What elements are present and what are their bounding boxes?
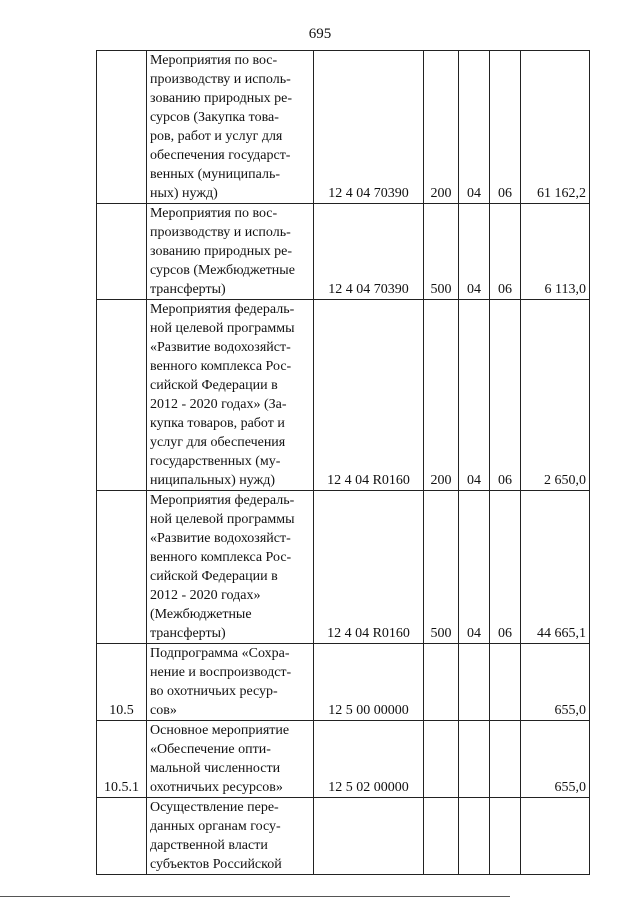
- row-name-line: ниципальных) нужд): [150, 473, 275, 488]
- row-number-cell: [97, 51, 147, 204]
- table-row: [97, 721, 590, 798]
- row-number-cell: [97, 798, 147, 875]
- row-expense-type-cell: 500: [424, 491, 459, 644]
- row-name-line: трансферты): [150, 282, 226, 297]
- row-sum-cell: 44 665,1: [521, 491, 590, 644]
- row-name-line: сурсов (Межбюджетные: [150, 263, 295, 278]
- row-subsection-cell: [490, 721, 521, 798]
- table-row: [97, 798, 590, 875]
- row-sum-cell: 6 113,0: [521, 204, 590, 300]
- row-name-line: нение и воспроизводст-: [150, 665, 292, 680]
- row-name-line: Подпрограмма «Сохра-: [150, 646, 290, 661]
- row-name-line: сурсов (Закупка това-: [150, 110, 279, 125]
- row-name-line: услуг для обеспечения: [150, 435, 286, 450]
- row-sum-cell: 655,0: [521, 644, 590, 721]
- row-name-cell: [147, 300, 314, 491]
- row-name-line: «Обеспечение опти-: [150, 742, 271, 757]
- row-name-line: дарственной власти: [150, 838, 268, 853]
- row-name-line: данных органам госу-: [150, 819, 281, 834]
- row-name-cell: [147, 204, 314, 300]
- row-section-cell: [459, 644, 490, 721]
- table-row: [97, 204, 590, 300]
- row-name-line: ной целевой программы: [150, 321, 295, 336]
- row-name-line: трансферты): [150, 626, 226, 641]
- row-subsection-cell: [490, 798, 521, 875]
- row-name-line: охотничьих ресурсов»: [150, 780, 283, 795]
- row-name-line: «Развитие водохозяйст-: [150, 340, 291, 355]
- table-row: [97, 51, 590, 204]
- row-expense-type-cell: 500: [424, 204, 459, 300]
- row-name-line: 2012 - 2020 годах» (За-: [150, 397, 287, 412]
- row-number-cell: [97, 491, 147, 644]
- row-section-cell: 04: [459, 204, 490, 300]
- row-code-cell: 12 5 00 00000: [314, 644, 424, 721]
- row-section-cell: 04: [459, 51, 490, 204]
- row-sum-cell: 61 162,2: [521, 51, 590, 204]
- row-code-cell: 12 4 04 70390: [314, 204, 424, 300]
- row-name-line: Мероприятия по вос-: [150, 53, 278, 68]
- row-expense-type-cell: [424, 721, 459, 798]
- row-name-line: ных) нужд): [150, 186, 218, 201]
- row-name-line: производству и исполь-: [150, 72, 291, 87]
- row-sum-cell: 2 650,0: [521, 300, 590, 491]
- row-code-cell: 12 4 04 R0160: [314, 491, 424, 644]
- row-name-line: государственных (му-: [150, 454, 281, 469]
- row-code-cell: 12 5 02 00000: [314, 721, 424, 798]
- row-expense-type-cell: 200: [424, 51, 459, 204]
- row-name-line: ров, работ и услуг для: [150, 129, 283, 144]
- row-sum-cell: 655,0: [521, 721, 590, 798]
- row-section-cell: 04: [459, 491, 490, 644]
- row-name-line: Осуществление пере-: [150, 800, 279, 815]
- row-code-cell: 12 4 04 R0160: [314, 300, 424, 491]
- row-name-line: венного комплекса Рос-: [150, 359, 292, 374]
- row-name-line: купка товаров, работ и: [150, 416, 285, 431]
- row-section-cell: 04: [459, 300, 490, 491]
- row-expense-type-cell: 200: [424, 300, 459, 491]
- row-name-line: во охотничьих ресур-: [150, 684, 278, 699]
- row-name-line: производству и исполь-: [150, 225, 291, 240]
- row-name-line: субъектов Российской: [150, 857, 282, 872]
- table-row: [97, 491, 590, 644]
- row-name-line: сийской Федерации в: [150, 569, 278, 584]
- row-name-line: Основное мероприятие: [150, 723, 290, 738]
- row-number-cell: 10.5: [97, 644, 147, 721]
- row-name-line: Мероприятия федераль-: [150, 493, 295, 508]
- row-name-line: мальной численности: [150, 761, 281, 776]
- row-number-cell: [97, 300, 147, 491]
- row-number-cell: 10.5.1: [97, 721, 147, 798]
- row-name-cell: [147, 798, 314, 875]
- row-name-line: 2012 - 2020 годах»: [150, 588, 261, 603]
- row-name-cell: [147, 51, 314, 204]
- row-name-line: (Межбюджетные: [150, 607, 252, 622]
- row-sum-cell: [521, 798, 590, 875]
- row-subsection-cell: [490, 644, 521, 721]
- row-name-line: ной целевой программы: [150, 512, 295, 527]
- row-name-line: зованию природных ре-: [150, 91, 293, 106]
- row-subsection-cell: 06: [490, 204, 521, 300]
- row-subsection-cell: 06: [490, 300, 521, 491]
- page-number: 695: [308, 26, 332, 42]
- row-expense-type-cell: [424, 644, 459, 721]
- budget-table-body: [97, 51, 590, 875]
- row-expense-type-cell: [424, 798, 459, 875]
- row-subsection-cell: 06: [490, 491, 521, 644]
- row-name-cell: [147, 644, 314, 721]
- row-name-line: венного комплекса Рос-: [150, 550, 292, 565]
- row-code-cell: 12 4 04 70390: [314, 51, 424, 204]
- row-name-line: «Развитие водохозяйст-: [150, 531, 291, 546]
- budget-table: [96, 50, 590, 875]
- row-section-cell: [459, 798, 490, 875]
- row-name-line: Мероприятия по вос-: [150, 206, 278, 221]
- row-name-line: Мероприятия федераль-: [150, 302, 295, 317]
- row-name-cell: [147, 491, 314, 644]
- row-name-line: зованию природных ре-: [150, 244, 293, 259]
- table-row: [97, 644, 590, 721]
- row-name-line: сов»: [150, 703, 177, 718]
- row-name-cell: [147, 721, 314, 798]
- table-row: [97, 300, 590, 491]
- row-code-cell: [314, 798, 424, 875]
- row-name-line: венных (муниципаль-: [150, 167, 280, 182]
- row-subsection-cell: 06: [490, 51, 521, 204]
- row-name-line: обеспечения государст-: [150, 148, 291, 163]
- row-number-cell: [97, 204, 147, 300]
- row-section-cell: [459, 721, 490, 798]
- row-name-line: сийской Федерации в: [150, 378, 278, 393]
- page-bottom-rule: [0, 896, 510, 897]
